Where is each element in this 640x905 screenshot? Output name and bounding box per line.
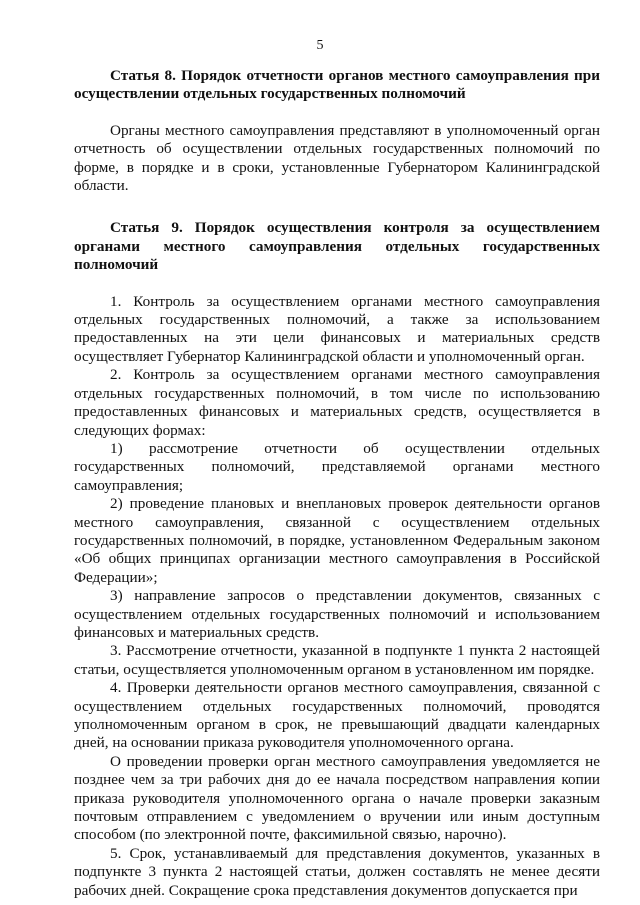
article-9-point-2: 2. Контроль за осуществлением органами местного самоуправления отдельных государственных полномочий, в том числе по использованию предоставленных финансовых и материальных средств, осуществляется в следующих формах:	[74, 366, 600, 439]
page-number: 5	[316, 38, 324, 53]
article-9-heading: Статья 9. Порядок осуществления контроля за осуществлением органами местного самоуправления отдельных государственных полномочий	[74, 219, 600, 274]
article-9-point-5: 5. Срок, устанавливаемый для представления документов, указанных в подпункте 3 пункта 2 настоящей статьи, должен составлять не менее десяти рабочих дней. Сокращение срока представления документов допускается при	[74, 844, 600, 899]
article-8-paragraph-1: Органы местного самоуправления представляют в уполномоченный орган отчетность об осуществлении отдельных государственных полномочий по форме, в порядке и в сроки, установленные Губернатором Калининградской области.	[74, 121, 600, 195]
article-9-subpoint-3: 3) направление запросов о представлении документов, связанных с осуществлением отдельных государственных полномочий и использованием финансовых и материальных средств.	[74, 587, 600, 641]
article-8-heading: Статья 8. Порядок отчетности органов местного самоуправления при осуществлении отдельных государственных полномочий	[74, 67, 600, 103]
article-9-point-4: 4. Проверки деятельности органов местного самоуправления, связанной с осуществлением отдельных государственных полномочий, проводятся уполномоченным органом в срок, не превышающий двадцати календарных дней, на основании приказа руководителя уполномоченного органа.	[74, 679, 600, 752]
article-8	[74, 67, 600, 195]
article-9-point-3: 3. Рассмотрение отчетности, указанной в подпункте 1 пункта 2 настоящей статьи, осуществляется уполномоченным органом в установленном им порядке.	[74, 642, 600, 678]
article-9-point-4-notification: О проведении проверки орган местного самоуправления уведомляется не позднее чем за три рабочих дня до ее начала посредством направления копии приказа руководителя уполномоченного органа о начале проверки заказным почтовым отправлением с уведомлением о вручении или иным доступным способом (по электронной почте, факсимильной связью, нарочно).	[74, 752, 600, 844]
article-9-subpoint-1: 1) рассмотрение отчетности об осуществлении отдельных государственных полномочий, представляемой органами местного самоуправления;	[74, 439, 600, 494]
document-body	[74, 62, 600, 900]
article-9	[74, 219, 600, 900]
article-9-subpoint-2: 2) проведение плановых и внеплановых проверок деятельности органов местного самоуправления, связанной с осуществлением отдельных государственных полномочий, в порядке, установленном Федеральным законом «Об общих принципах организации местного самоуправления в Российской Федерации»;	[74, 495, 600, 586]
article-9-point-1: 1. Контроль за осуществлением органами местного самоуправления отдельных государственных полномочий, а также за использованием предоставленных на эти цели финансовых и материальных средств осуществляет Губернатор Калининградской области и уполномоченный орган.	[74, 292, 600, 365]
